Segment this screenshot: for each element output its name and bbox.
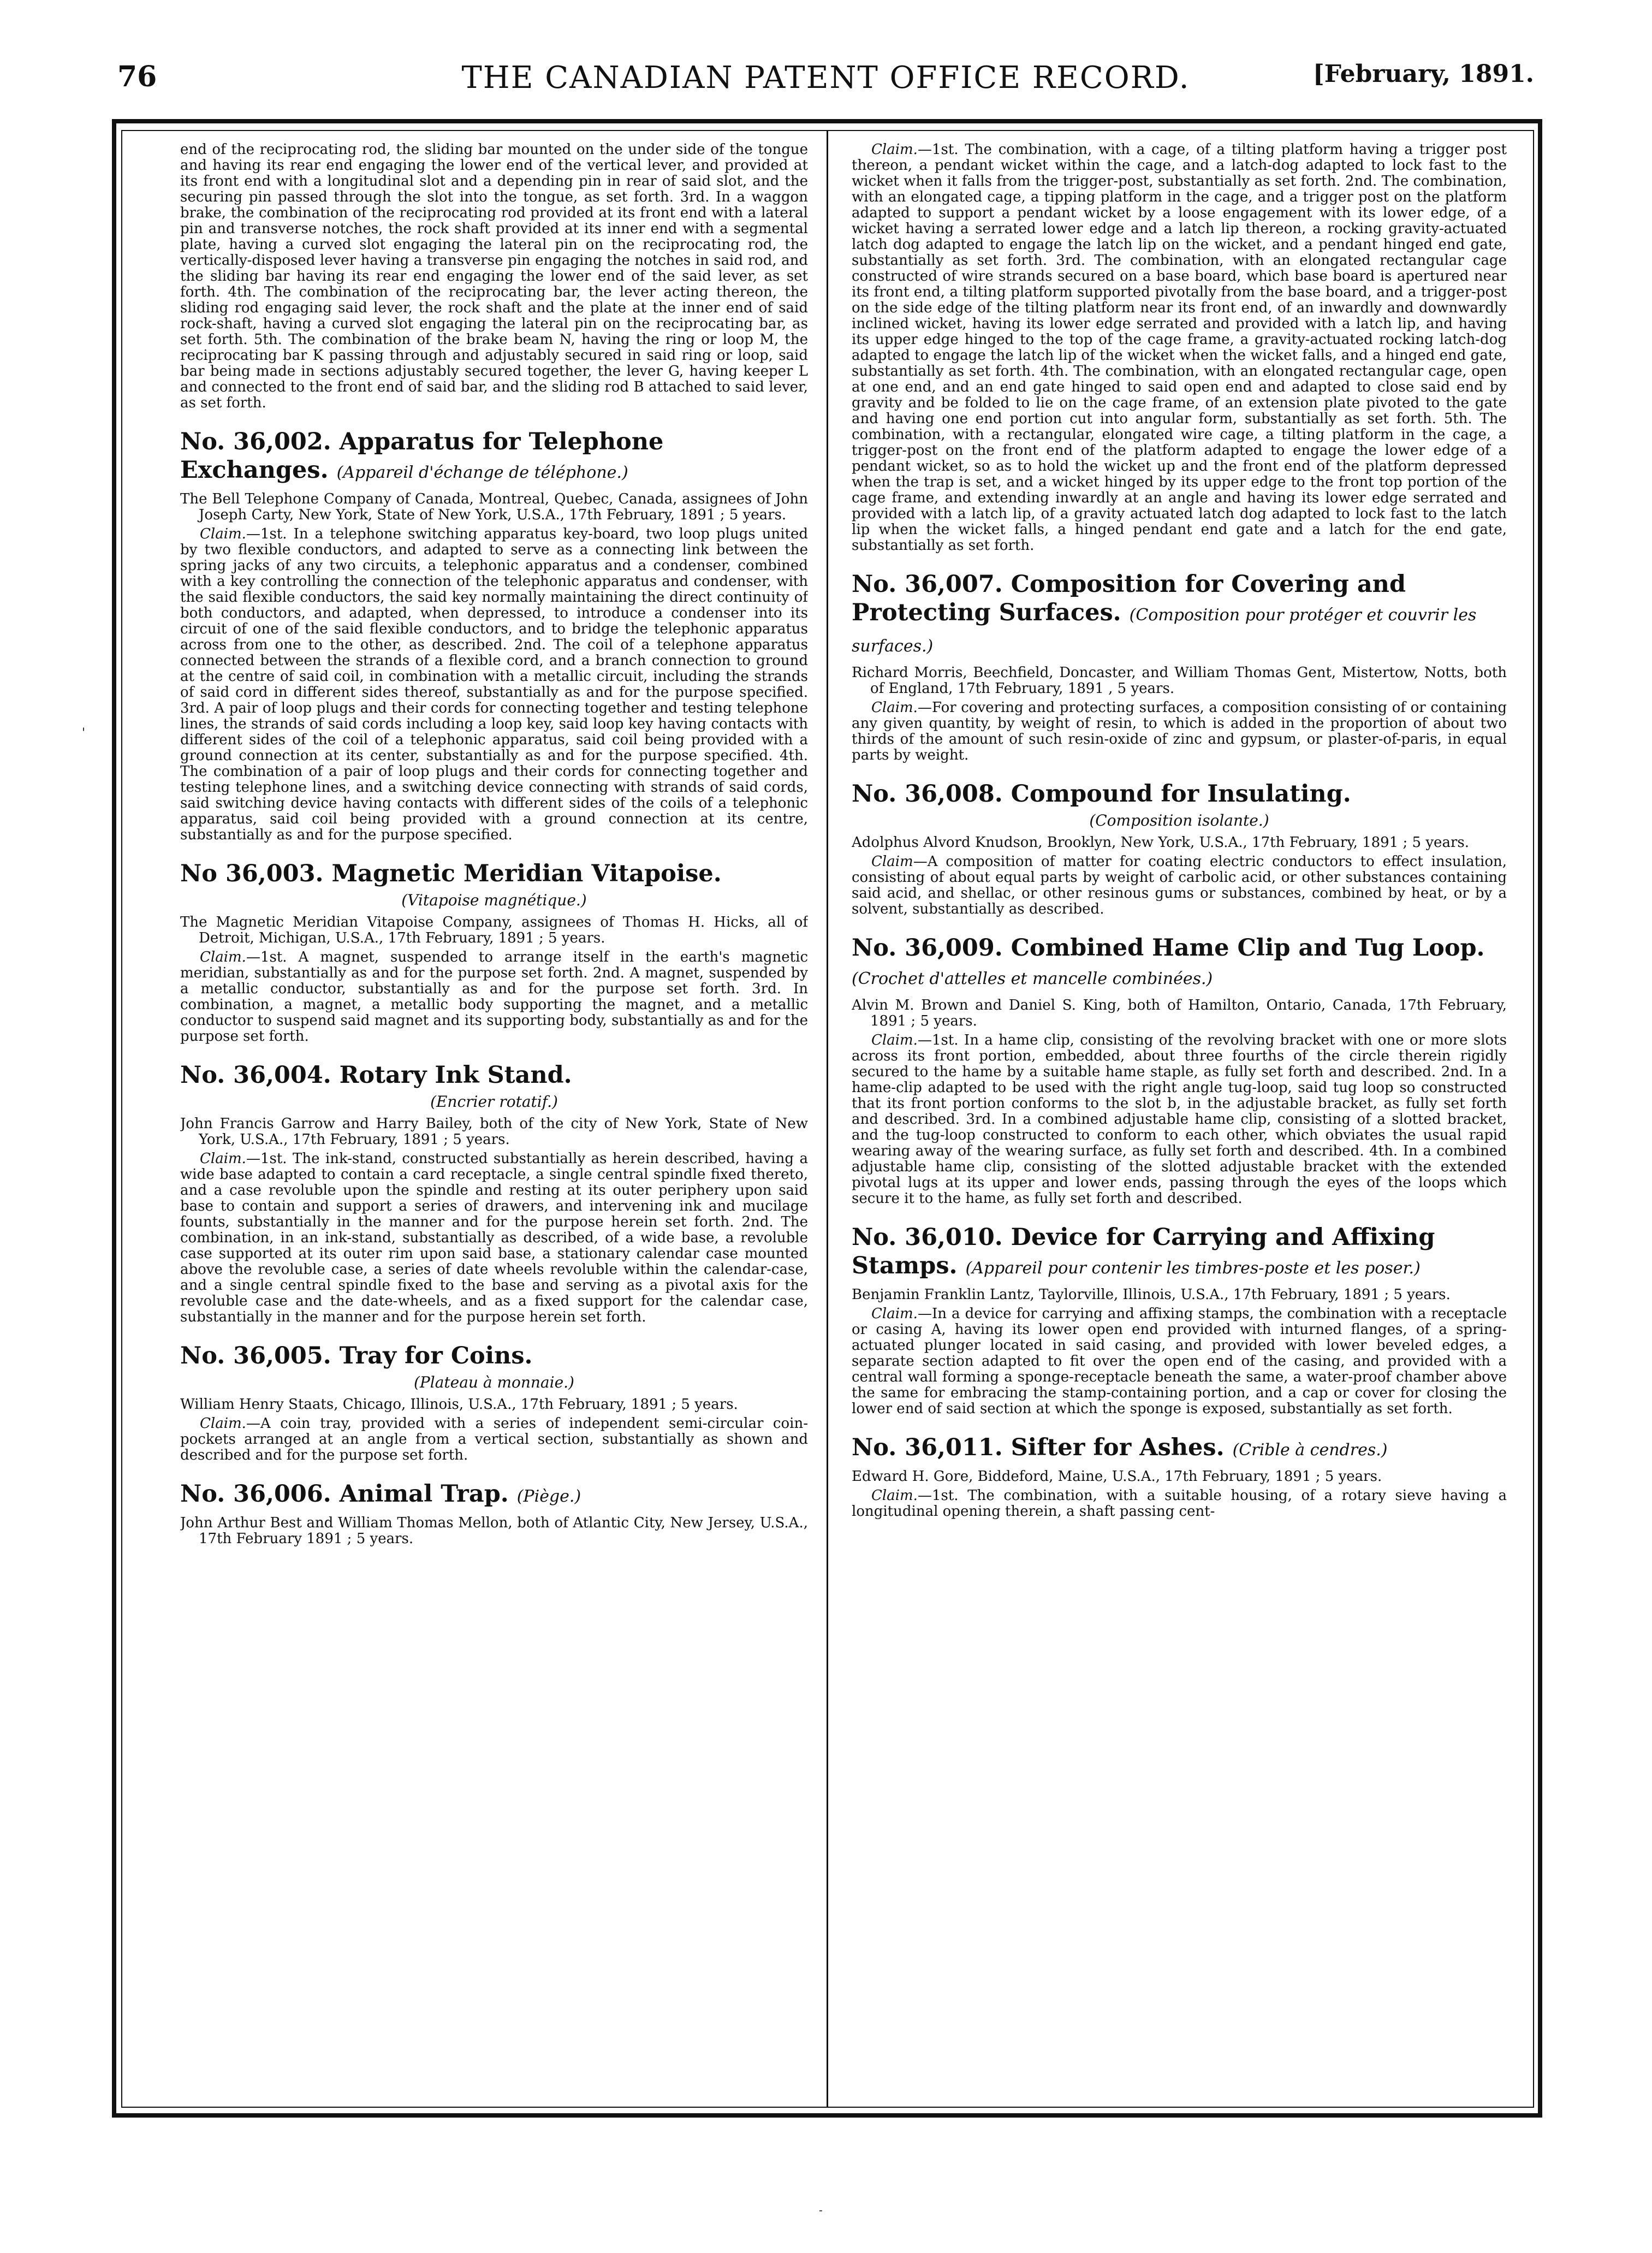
- entry-heading: [852, 570, 1507, 661]
- applicant-info: Benjamin Franklin Lantz, Taylorville, Illinois, U.S.A., 17th February, 1891 ; 5 years.: [852, 1286, 1451, 1303]
- applicant-info: Edward H. Gore, Biddeford, Maine, U.S.A., 17th February, 1891 ; 5 years.: [852, 1468, 1382, 1485]
- entry-heading: [180, 1342, 808, 1370]
- patent-title: No. 36,002. Apparatus for Telephone Exchanges.: [180, 428, 664, 484]
- patent-entry: [852, 570, 1507, 763]
- applicant-info: The Magnetic Meridian Vitapoise Company, assignees of Thomas H. Hicks, all of Detroit, Michigan, U.S.A., 17th February, 1891 ; 5 years.: [180, 914, 808, 946]
- patent-title: No 36,003. Magnetic Meridian Vitapoise.: [180, 860, 722, 887]
- continued-claim-text: end of the reciprocating rod, the sliding bar mounted on the under side of the tongue and having its rear end engaging the lower end of the vertical lever, and provided at its front end with a longitudinal slot and a depending pin in rear of said slot, and the securing pin passed through the slot into the tongue, as set forth. 3rd. In a waggon brake, the combination of the reciprocating rod provided at its front end with a lateral pin and transverse notches, the rock shaft provided at its inner end with a segmental plate, having a curved slot engaging the lateral pin on the reciprocating rod, the vertically-disposed lever having a transverse pin engaging the notches in said rod, and the sliding bar having its rear end engaging the lower end of the said lever, as set forth. 4th. The combination of the reciprocating bar, the lever acting thereon, the sliding rod engaging said lever, the rock shaft and the plate at the inner end of said rock-shaft, having a curved slot engaging the lateral pin on the reciprocating bar, as set forth. 5th. The combination of the brake beam N, having the ring or loop M, the reciprocating bar K passing through and adjustably secured in said ring or loop, said bar being made in sections adjustably secured together, the lever G, having keeper L and connected to the front end of said bar, and the sliding rod B attached to said lever, as set forth.: [180, 142, 808, 411]
- french-subtitle: (Vitapoise magnétique.): [401, 891, 587, 909]
- claim-paragraph: [180, 1416, 808, 1463]
- claim-text: —A coin tray, provided with a series of independent semi-circular coin-pockets arranged at an angle from a vertical section, substantially as shown and described and for the purpose set forth.: [180, 1415, 808, 1463]
- claim-text: —1st. In a telephone switching apparatus key-board, two loop plugs united by two flexible conductors, and adapted to serve as a connecting link between the spring jacks of any two circuits, a telephonic apparatus and a condenser, combined with a key controlling the connection of the telephonic apparatus and condenser, with the said flexible conductors, the said key normally maintaining the direct continuity of both conductors, and adapted, when depressed, to introduce a condenser into its circuit of one of the said flexible conductors, and to bridge the telephonic apparatus across from one to the other, as described. 2nd. The coil of a telephone apparatus connected between the strands of a flexible cord, and a branch connection to ground at the centre of said coil, in combination with a metallic circuit, including the strands of said cord in different sides thereof, substantially as and for the purpose specified. 3rd. A pair of loop plugs and their cords for connecting together and testing telephone lines, the strands of said cords including a loop key, said loop key having contacts with different sides of the coil of a telephonic apparatus, said coil being provided with a ground connection at its center, substantially as and for the purpose specified. 4th. The combination of a pair of loop plugs and their cords for connecting together and testing telephone lines, and a switching device connecting with strands of said cords, said switching device having contacts with different sides of the coils of a telephonic apparatus, said coil being provided with a ground connection at its centre, substantially as and for the purpose specified.: [180, 526, 808, 843]
- entry-heading: [852, 934, 1507, 993]
- journal-title: THE CANADIAN PATENT OFFICE RECORD.: [461, 60, 1190, 96]
- patent-title: No. 36,009. Combined Hame Clip and Tug Loop.: [852, 934, 1485, 962]
- footer-mark: -: [819, 2203, 823, 2216]
- patent-entry: [852, 934, 1507, 1207]
- entry-heading: [180, 428, 808, 487]
- french-subtitle: (Composition isolante.): [1089, 811, 1269, 829]
- continued-claim-text: [852, 142, 1507, 554]
- entry-heading: [852, 1433, 1507, 1465]
- french-title: (Appareil d'échange de téléphone.): [336, 463, 628, 482]
- patent-entry: [180, 1342, 808, 1463]
- page-header: [117, 60, 1534, 109]
- patent-entry: [180, 859, 808, 1045]
- claim-label: Claim.: [871, 1306, 918, 1322]
- claim-paragraph: [180, 526, 808, 843]
- applicant-info: William Henry Staats, Chicago, Illinois, U.S.A., 17th February, 1891 ; 5 years.: [180, 1396, 738, 1413]
- patent-entry: [180, 1061, 808, 1325]
- claim-label: Claim.: [871, 1032, 918, 1048]
- french-title: (Appareil pour contenir les timbres-poste et les poser.): [965, 1259, 1421, 1278]
- claim-text: —1st. In a hame clip, consisting of the revolving bracket with one or more slots across its front portion, embedded, about three fourths of the circle therein rigidly secured to the hame by a suitable hame staple, as fully set forth and described. 2nd. In a hame-clip adapted to be used with the right angle tug-loop, said tug loop so constructed that its front portion conforms to the slot b, in the adjustable bracket, as fully set forth and described. 3rd. In a combined adjustable hame clip, consisting of a slotted bracket, and the tug-loop constructed to conform to each other, which obviates the usual rapid wearing away of the wearing surface, as fully set forth and described. 4th. In a combined adjustable hame clip, consisting of the slotted adjustable bracket with the extended pivotal lugs at its upper and lower ends, passing through the eyes of the loops which secure it to the hame, as fully set forth and described.: [852, 1032, 1507, 1207]
- patent-title: No. 36,007. Composition for Covering and Protecting Surfaces.: [852, 571, 1406, 626]
- left-column: [180, 142, 808, 2102]
- french-title: (Composition pour protéger et couvrir les surfaces.): [852, 606, 1477, 656]
- page-number: 76: [117, 60, 157, 93]
- patent-title: No. 36,010. Device for Carrying and Affixing Stamps.: [852, 1224, 1435, 1279]
- applicant-info: Alvin M. Brown and Daniel S. King, both of Hamilton, Ontario, Canada, 17th February, 1891 ; 5 years.: [852, 997, 1507, 1029]
- french-subtitle: (Plateau à monnaie.): [414, 1373, 574, 1391]
- column-divider: [827, 131, 828, 2107]
- patent-entry: [852, 1433, 1507, 1520]
- claim-label: Claim: [871, 853, 913, 870]
- patent-title: No. 36,004. Rotary Ink Stand.: [180, 1062, 572, 1089]
- entry-heading: [180, 1480, 808, 1511]
- claim-paragraph: [852, 1033, 1507, 1207]
- claim-text: —1st. The combination, with a cage, of a tilting platform having a trigger post thereon, a pendant wicket within the cage, and a latch-dog adapted to lock fast to the wicket when it falls from the trigger-post, substantially as set forth. 2nd. The combination, with an elongated cage, a tipping platform in the cage, and a trigger post on the platform adapted to support a pendant wicket by a loose engagement with its lower edge, of a wicket having a serrated lower edge and a latch lip thereon, a rocking gravity-actuated latch dog adapted to engage the latch lip on the wicket, and a pendant hinged end gate, substantially as set forth. 3rd. The combination, with an elongated rectangular cage constructed of wire strands secured on a base board, which base board is apertured near its front end, a tilting platform supported pivotally from the base board, and a trigger-post on the side edge of the tilting platform near its front end, of an inwardly and downwardly inclined wicket, having its lower edge serrated and provided with a latch lip, and having its upper edge hinged to the top of the cage frame, a gravity-actuated rocking latch-dog adapted to engage the latch lip of the wicket when the wicket falls, and a hinged end gate, substantially as set forth. 4th. The combination, with an elongated rectangular cage, open at one end, and an end gate hinged to said open end and adapted to close said end by gravity and be folded to lie on the cage frame, of an extension plate pivoted to the gate and having one end portion cut into angular form, substantially as set forth. 5th. The combination, with a rectangular, elongated wire cage, a tilting platform in the cage, a trigger-post on the front end of the platform adapted to engage the lower edge of a pendant wicket, so as to hold the wicket up and the front end of the platform depressed when the trap is set, and a wicket hinged by its upper edge to the front top portion of the cage frame, and extending inwardly at an angle and having its lower edge serrated and provided with a latch lip, of a gravity actuated latch dog adapted to lock fast to the latch lip when the wicket falls, a hinged pendant end gate and a latch for the end gate, substantially as set forth.: [852, 142, 1507, 554]
- right-column: [852, 142, 1507, 2102]
- entry-heading: [852, 780, 1507, 808]
- claim-label: Claim.: [871, 699, 918, 716]
- claim-label: Claim.: [200, 1151, 246, 1167]
- claim-label: Claim.: [200, 526, 246, 542]
- french-title: (Crochet d'attelles et mancelle combinées.): [852, 969, 1213, 988]
- applicant-info: John Arthur Best and William Thomas Mellon, both of Atlantic City, New Jersey, U.S.A., 17th February 1891 ; 5 years.: [180, 1515, 808, 1547]
- patent-title: No. 36,008. Compound for Insulating.: [852, 780, 1351, 808]
- claim-text: —For covering and protecting surfaces, a composition consisting of or containing any given quantity, by weight of resin, to which is added in the proportion of about two thirds of the amount of such resin-oxide of zinc and gypsum, or plaster-of-paris, in equal parts by weight.: [852, 699, 1507, 763]
- applicant-info: John Francis Garrow and Harry Bailey, both of the city of New York, State of New York, U.S.A., 17th February, 1891 ; 5 years.: [180, 1116, 808, 1148]
- patent-title: No. 36,011. Sifter for Ashes.: [852, 1434, 1225, 1461]
- patent-entry: [852, 780, 1507, 917]
- right-entries: [852, 570, 1507, 1520]
- claim-label: Claim.: [200, 949, 246, 965]
- margin-mark: ': [82, 726, 86, 740]
- french-title: (Piège.): [516, 1487, 581, 1506]
- left-entries: [180, 428, 808, 1547]
- french-title: (Crible à cendres.): [1232, 1440, 1388, 1460]
- claim-label: Claim.: [871, 1487, 918, 1504]
- entry-heading: [852, 1223, 1507, 1283]
- applicant-info: Adolphus Alvord Knudson, Brooklyn, New York, U.S.A., 17th February, 1891 ; 5 years.: [852, 834, 1469, 851]
- issue-date: [February, 1891.: [1312, 60, 1534, 88]
- patent-entry: [852, 1223, 1507, 1417]
- claim-text: —1st. A magnet, suspended to arrange itself in the earth's magnetic meridian, substantially as and for the purpose set forth. 2nd. A magnet, suspended by a metallic conductor, substantially as and for the purpose set forth. 3rd. In combination, a magnet, a metallic body supporting the magnet, and a metallic conductor to suspend said magnet and its supporting body, substantially as and for the purpose set forth.: [180, 949, 808, 1045]
- claim-label: Claim.: [200, 1415, 246, 1432]
- french-subtitle: (Encrier rotatif.): [430, 1093, 558, 1111]
- claim-text: —1st. The combination, with a suitable housing, of a rotary sieve having a longitudinal opening therein, a shaft passing cent-: [852, 1487, 1507, 1520]
- patent-entry: [180, 428, 808, 843]
- patent-entry: [180, 1480, 808, 1547]
- claim-text: —1st. The ink-stand, constructed substantially as herein described, having a wide base adapted to contain a card receptacle, a single central spindle fixed thereto, and a case revoluble upon the spindle and resting at its outer periphery upon said base to contain and support a series of drawers, and intervening ink and mucilage founts, substantially in the manner and for the purpose herein set forth. 2nd. The combination, in an ink-stand, substantially as described, of a wide base, a revoluble case supported at its outer rim upon said base, a stationary calendar case mounted above the revoluble case, a series of date wheels revoluble within the calendar-case, and a single central spindle fixed to the base and serving as a pivotal axis for the revoluble case and the date-wheels, and as a fixed support for the calendar case, substantially in the manner and for the purpose herein set forth.: [180, 1151, 808, 1325]
- claim-label: Claim.: [871, 142, 918, 158]
- applicant-info: Richard Morris, Beechfield, Doncaster, and William Thomas Gent, Mistertow, Notts, both of England, 17th February, 1891 , 5 years.: [852, 665, 1507, 697]
- claim-text: —A composition of matter for coating electric conductors to effect insulation, consisting of about equal parts by weight of carbolic acid, or other substances containing said acid, and shellac, or other resinous gums or substances, combined by heat, or by a solvent, substantially as described.: [852, 853, 1507, 917]
- claim-paragraph: [852, 854, 1507, 917]
- patent-title: No. 36,005. Tray for Coins.: [180, 1342, 533, 1369]
- claim-paragraph: [180, 950, 808, 1045]
- claim-paragraph: [852, 1488, 1507, 1520]
- entry-heading: [180, 859, 808, 888]
- applicant-info: The Bell Telephone Company of Canada, Montreal, Quebec, Canada, assignees of John Joseph Carty, New York, State of New York, U.S.A., 17th February, 1891 ; 5 years.: [180, 491, 808, 523]
- claim-text: —In a device for carrying and affixing stamps, the combination with a receptacle or casing A, having its lower open end provided with inturned flanges, of a spring-actuated plunger located in said casing, and provided with lower beveled edges, a separate section adapted to fit over the open end of the casing, and provided with a central wall forming a sponge-receptacle beneath the same, a water-proof chamber above the same for embracing the stamp-containing portion, and a cap or cover for closing the lower end of said section at which the sponge is exposed, substantially as set forth.: [852, 1306, 1507, 1417]
- claim-paragraph: [852, 700, 1507, 763]
- patent-title: No. 36,006. Animal Trap.: [180, 1480, 509, 1508]
- entry-heading: [180, 1061, 808, 1089]
- claim-paragraph: [852, 1306, 1507, 1417]
- claim-paragraph: [180, 1151, 808, 1325]
